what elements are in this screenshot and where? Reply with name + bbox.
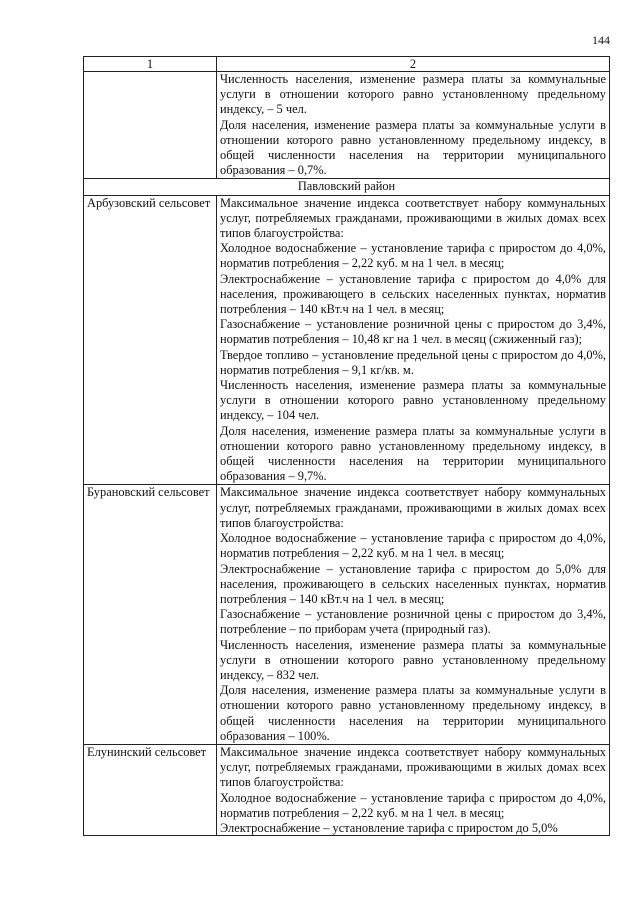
table-row-eluninsky bbox=[84, 744, 610, 835]
page-number: 144 bbox=[592, 33, 610, 47]
table-row-arbuzovsky bbox=[84, 195, 610, 485]
paragraph: Численность населения, изменение размера платы за коммунальные услуги в отношении которого равно установленному предельному индексу, – 832 чел. bbox=[220, 637, 606, 682]
paragraph: Численность населения, изменение размера платы за коммунальные услуги в отношении которого равно установленному предельному индексу, – 104 чел. bbox=[220, 378, 606, 423]
paragraph: Доля населения, изменение размера платы за коммунальные услуги в отношении которого равно установленному предельному индексу, в общей численности населения на территории муниципального образования – 0,7%. bbox=[220, 117, 606, 178]
municipality-name: Арбузовский сельсовет bbox=[84, 195, 217, 485]
description-cell bbox=[217, 744, 610, 835]
paragraph: Электроснабжение – установление тарифа с приростом до 4,0% для населения, проживающего в сельских населенных пунктах, норматив потребления – 140 кВт.ч на 1 чел. в месяц; bbox=[220, 271, 606, 317]
column-header-1: 1 bbox=[84, 57, 217, 72]
municipality-name: Елунинский сельсовет bbox=[84, 744, 217, 835]
paragraph: Электроснабжение – установление тарифа с приростом до 5,0% bbox=[220, 820, 558, 835]
municipality-cell-empty bbox=[84, 72, 217, 179]
table-row-continuation bbox=[84, 72, 610, 179]
paragraph: Доля населения, изменение размера платы за коммунальные услуги в отношении которого равно установленному предельному индексу, в общей численности населения на территории муниципального образования – 9,7%. bbox=[220, 423, 606, 484]
description-cell bbox=[217, 195, 610, 485]
section-title: Павловский район bbox=[84, 179, 610, 195]
paragraph: Твердое топливо – установление предельной цены с приростом до 4,0%, норматив потребления – 9,1 кг/кв. м. bbox=[220, 347, 606, 377]
paragraph: Холодное водоснабжение – установление тарифа с приростом до 4,0%, норматив потребления – 2,22 куб. м на 1 чел. в месяц; bbox=[220, 241, 606, 271]
paragraph: Численность населения, изменение размера платы за коммунальные услуги в отношении которого равно установленному предельному индексу, – 5 чел. bbox=[220, 72, 606, 117]
paragraph: Максимальное значение индекса соответствует набору коммунальных услуг, потребляемых гражданами, проживающими в жилых домах всех типов благоустройства: bbox=[220, 744, 606, 790]
paragraph: Холодное водоснабжение – установление тарифа с приростом до 4,0%, норматив потребления – 2,22 куб. м на 1 чел. в месяц; bbox=[220, 531, 606, 561]
paragraph: Максимальное значение индекса соответствует набору коммунальных услуг, потребляемых гражданами, проживающими в жилых домах всех типов благоустройства: bbox=[220, 195, 606, 241]
municipal-index-table bbox=[83, 56, 610, 836]
table-header-row bbox=[84, 57, 610, 72]
description-cell bbox=[217, 485, 610, 744]
paragraph: Газоснабжение – установление розничной цены с приростом до 3,4%, потребление – по приборам учета (природный газ). bbox=[220, 607, 606, 637]
column-header-2: 2 bbox=[217, 57, 610, 72]
paragraph: Электроснабжение – установление тарифа с приростом до 5,0% для населения, проживающего в сельских населенных пунктах, норматив потребления – 140 кВт.ч на 1 чел. в месяц; bbox=[220, 561, 606, 606]
paragraph: Холодное водоснабжение – установление тарифа с приростом до 4,0%, норматив потребления – 2,22 куб. м на 1 чел. в месяц; bbox=[220, 790, 606, 820]
description-cell bbox=[217, 72, 610, 179]
paragraph: Доля населения, изменение размера платы за коммунальные услуги в отношении которого равно установленному предельному индексу, в общей численности населения на территории муниципального образования – 100%. bbox=[220, 683, 606, 743]
paragraph: Максимальное значение индекса соответствует набору коммунальных услуг, потребляемых гражданами, проживающими в жилых домах всех типов благоустройства: bbox=[220, 485, 606, 530]
section-row bbox=[84, 179, 610, 195]
paragraph: Газоснабжение – установление розничной цены с приростом до 3,4%, норматив потребления – 10,48 кг на 1 чел. в месяц (сжиженный газ); bbox=[220, 317, 606, 347]
table-row-buranovsky bbox=[84, 485, 610, 744]
municipality-name: Бурановский сельсовет bbox=[84, 485, 217, 744]
